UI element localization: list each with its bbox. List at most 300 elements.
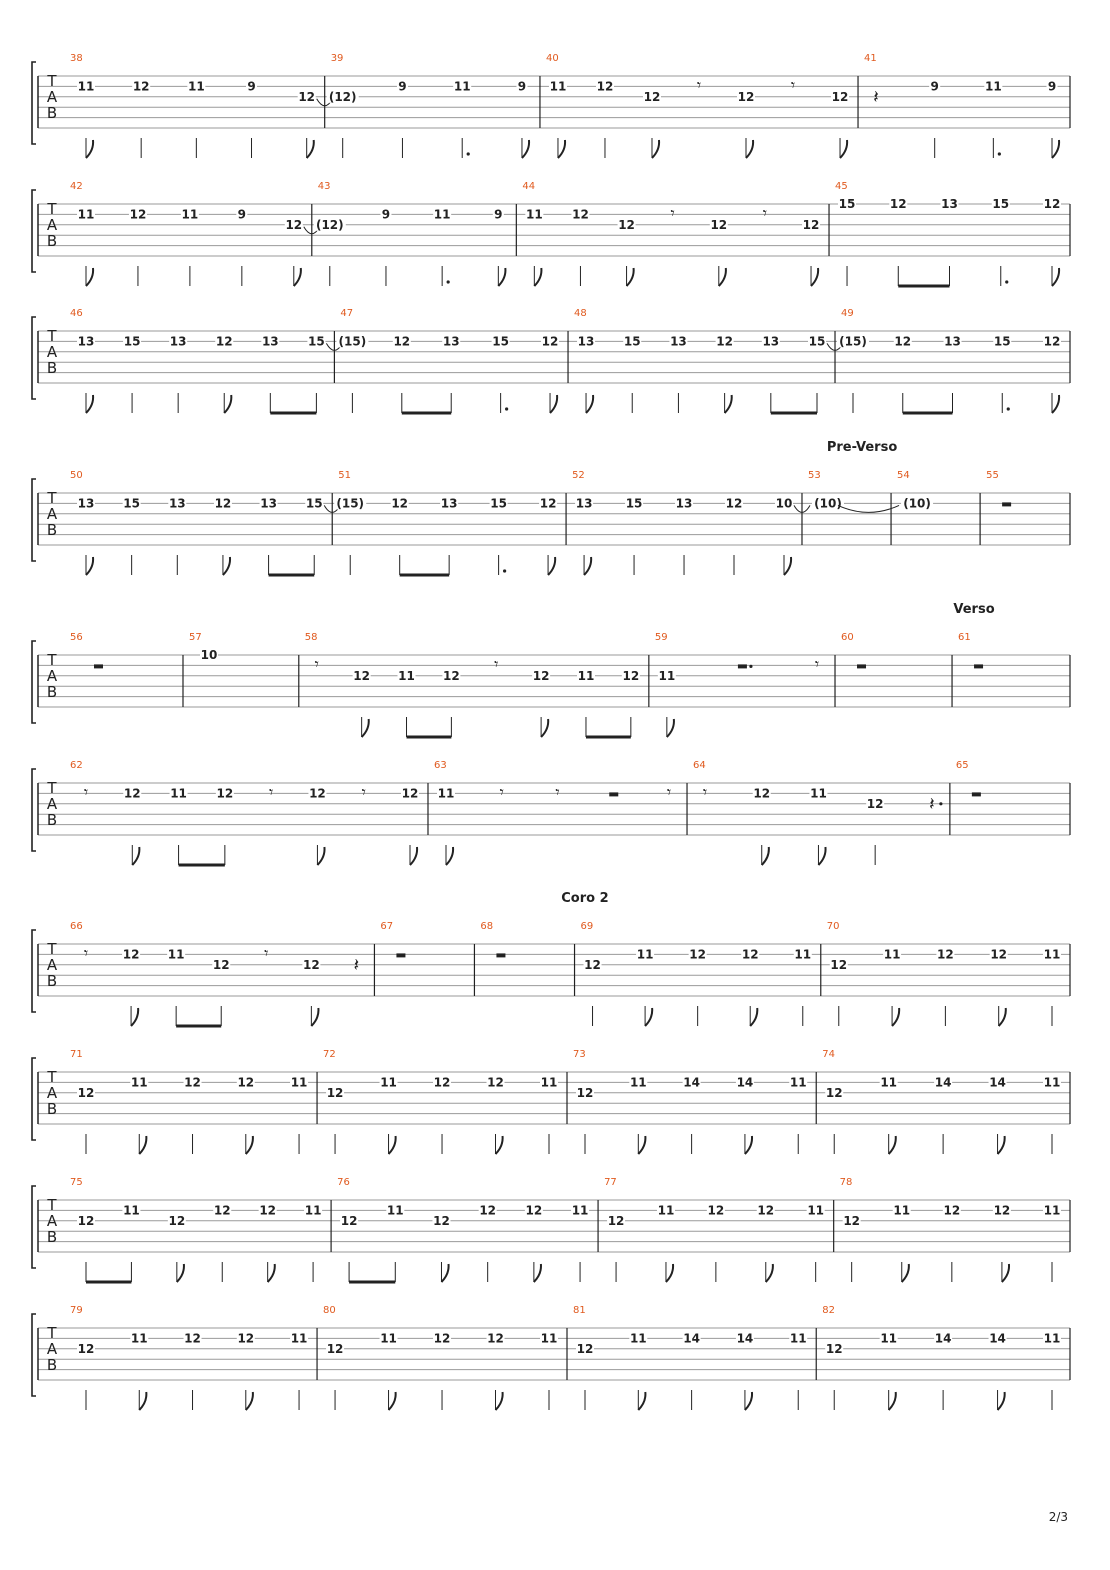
fret-number: 11 xyxy=(181,207,199,222)
fret-number: 11 xyxy=(525,207,543,222)
section-label: Coro 2 xyxy=(561,891,609,906)
tab-clef-letter: A xyxy=(46,88,58,106)
note-flag xyxy=(902,1264,909,1282)
note-flag xyxy=(667,719,674,737)
tab-clef-letter: A xyxy=(46,1340,58,1358)
measure-number: 44 xyxy=(522,181,536,192)
fret-number: 12 xyxy=(576,1341,594,1356)
fret-number: 11 xyxy=(77,207,95,222)
fret-number: 11 xyxy=(290,1075,308,1090)
measure-number: 38 xyxy=(70,53,83,64)
fret-number: 13 xyxy=(575,496,593,511)
fret-number: 11 xyxy=(810,786,827,801)
fret-number: 9 xyxy=(381,207,391,222)
fret-number: 11 xyxy=(880,1075,898,1090)
note-dot xyxy=(503,569,506,572)
note-flag xyxy=(746,140,753,158)
fret-number: 13 xyxy=(577,334,595,349)
fret-number: 11 xyxy=(437,786,455,801)
note-flag xyxy=(745,1136,752,1154)
fret-number: 12 xyxy=(184,1075,201,1090)
system-bracket xyxy=(32,641,36,723)
tab-clef-letter: B xyxy=(46,683,58,701)
fret-number: 12 xyxy=(618,217,635,232)
measure-number: 69 xyxy=(580,921,594,932)
fret-number: 11 xyxy=(789,1331,807,1346)
quarter-rest: 𝄽 xyxy=(873,86,879,108)
half-rest xyxy=(496,953,505,957)
fret-number: (15) xyxy=(839,334,867,349)
fret-number: 12 xyxy=(607,1213,625,1228)
fret-number: 13 xyxy=(261,334,279,349)
fret-number: 12 xyxy=(401,786,419,801)
fret-number: 12 xyxy=(539,496,557,511)
fret-number: 12 xyxy=(725,496,743,511)
fret-number: 14 xyxy=(934,1331,952,1346)
half-rest xyxy=(738,664,747,668)
fret-number: 12 xyxy=(943,1203,961,1218)
half-rest xyxy=(1002,502,1011,506)
measure-number: 70 xyxy=(826,921,840,932)
fret-number: 9 xyxy=(930,79,939,94)
tab-clef-letter: B xyxy=(46,811,58,829)
note-flag xyxy=(534,268,541,286)
fret-number: 11 xyxy=(130,1331,148,1346)
tab-clef-letter: A xyxy=(46,505,58,523)
note-flag xyxy=(998,1392,1005,1410)
fret-number: 9 xyxy=(398,79,407,94)
fret-number: 15 xyxy=(623,334,641,349)
quarter-rest: 𝄽 xyxy=(929,793,935,815)
fret-number: 12 xyxy=(757,1203,775,1218)
measure-number: 47 xyxy=(340,308,354,319)
note-flag xyxy=(638,1392,645,1410)
fret-number: 12 xyxy=(576,1085,594,1100)
fret-number: 13 xyxy=(944,334,961,349)
measure-number: 58 xyxy=(304,632,318,643)
fret-number: 12 xyxy=(825,1341,843,1356)
tab-clef-letter: T xyxy=(47,489,57,507)
eighth-rest: 𝄾 xyxy=(83,782,89,802)
note-flag xyxy=(558,140,565,158)
note-dot xyxy=(1005,280,1008,283)
fret-number: 11 xyxy=(571,1203,589,1218)
fret-number: 11 xyxy=(1043,1203,1061,1218)
note-flag xyxy=(719,268,726,286)
eighth-rest: 𝄾 xyxy=(269,782,274,802)
eighth-rest: 𝄾 xyxy=(790,75,796,95)
tie-arc xyxy=(838,505,899,512)
fret-number: 15 xyxy=(625,496,643,511)
fret-number: 12 xyxy=(433,1075,451,1090)
eighth-rest: 𝄾 xyxy=(361,782,366,802)
fret-number: 12 xyxy=(572,207,589,222)
fret-number: 12 xyxy=(937,947,954,962)
eighth-rest: 𝄾 xyxy=(314,654,319,674)
fret-number: 12 xyxy=(303,957,320,972)
fret-number: 12 xyxy=(259,1203,277,1218)
half-rest xyxy=(972,792,981,796)
fret-number: 12 xyxy=(584,957,601,972)
measure-number: 65 xyxy=(955,760,969,771)
rest-dot xyxy=(749,665,752,668)
note-dot xyxy=(1007,407,1010,410)
fret-number: 12 xyxy=(487,1331,504,1346)
measure-number: 48 xyxy=(574,308,587,319)
fret-number: 12 xyxy=(532,668,550,683)
note-flag xyxy=(666,1264,673,1282)
fret-number: 12 xyxy=(433,1213,450,1228)
tab-clef-letter: T xyxy=(47,72,57,90)
fret-number: 11 xyxy=(187,79,205,94)
measure-number: 54 xyxy=(897,470,910,481)
measure-number: 61 xyxy=(958,632,971,643)
fret-number: 12 xyxy=(326,1085,344,1100)
note-flag xyxy=(86,557,93,575)
measure-number: 53 xyxy=(807,470,821,481)
fret-number: 13 xyxy=(941,197,958,211)
fret-number: 12 xyxy=(753,786,771,801)
fret-number: 13 xyxy=(442,334,460,349)
measure-number: 76 xyxy=(337,1177,350,1188)
system-bracket xyxy=(32,190,36,272)
fret-number: 12 xyxy=(894,334,912,349)
tab-clef-letter: A xyxy=(46,1084,58,1102)
note-dot xyxy=(998,152,1001,155)
fret-number: 11 xyxy=(636,947,654,962)
measure-number: 66 xyxy=(70,921,83,932)
fret-number: 15 xyxy=(993,334,1011,349)
note-flag xyxy=(311,1008,318,1026)
half-rest xyxy=(396,953,405,957)
fret-number: 15 xyxy=(492,334,509,349)
measure-number: 42 xyxy=(70,181,83,192)
tab-clef-letter: T xyxy=(47,1068,57,1086)
fret-number: 11 xyxy=(629,1075,647,1090)
tab-clef-letter: B xyxy=(46,1356,58,1374)
eighth-rest: 𝄾 xyxy=(762,203,768,223)
fret-number: 12 xyxy=(309,786,326,801)
note-flag xyxy=(268,1264,275,1282)
tab-clef-letter: T xyxy=(47,940,57,958)
note-flag xyxy=(131,1008,138,1026)
fret-number: (10) xyxy=(814,496,842,511)
note-flag xyxy=(446,847,453,865)
note-flag xyxy=(307,140,314,158)
tab-clef-letter: T xyxy=(47,779,57,797)
fret-number: 12 xyxy=(525,1203,543,1218)
fret-number: 12 xyxy=(741,947,759,962)
measure-number: 62 xyxy=(70,760,83,771)
fret-number: 12 xyxy=(393,334,411,349)
note-flag xyxy=(645,1008,652,1026)
fret-number: 13 xyxy=(77,496,95,511)
note-flag xyxy=(766,1264,773,1282)
note-dot xyxy=(467,152,470,155)
fret-number: 15 xyxy=(308,334,325,349)
fret-number: 13 xyxy=(77,334,95,349)
note-flag xyxy=(294,268,301,286)
fret-number: 15 xyxy=(490,496,507,511)
fret-number: 12 xyxy=(825,1085,843,1100)
section-label: Pre-Verso xyxy=(826,440,898,455)
fret-number: 12 xyxy=(433,1331,451,1346)
note-flag xyxy=(1052,395,1059,413)
fret-number: 11 xyxy=(794,947,812,962)
fret-number: 13 xyxy=(169,334,187,349)
fret-number: 11 xyxy=(789,1075,807,1090)
tab-clef-letter: T xyxy=(47,1196,57,1214)
note-flag xyxy=(627,268,634,286)
fret-number: 12 xyxy=(213,1203,231,1218)
eighth-rest: 𝄾 xyxy=(666,782,672,802)
fret-number: 12 xyxy=(689,947,707,962)
fret-number: 15 xyxy=(992,197,1010,211)
note-flag xyxy=(441,1264,448,1282)
tab-clef-letter: B xyxy=(46,1228,58,1246)
tab-clef-letter: B xyxy=(46,232,58,250)
note-flag xyxy=(246,1392,253,1410)
fret-number: 14 xyxy=(683,1075,700,1090)
note-flag xyxy=(586,395,593,413)
fret-number: 13 xyxy=(670,334,687,349)
fret-number: 12 xyxy=(443,668,460,683)
note-flag xyxy=(750,1008,757,1026)
measure-number: 57 xyxy=(188,632,202,643)
eighth-rest: 𝄾 xyxy=(555,782,560,802)
measure-number: 55 xyxy=(986,470,999,481)
fret-number: 11 xyxy=(883,947,901,962)
fret-number: (15) xyxy=(336,496,365,511)
half-rest xyxy=(609,792,618,796)
note-flag xyxy=(224,395,231,413)
measure-number: 71 xyxy=(70,1049,83,1060)
fret-number: 11 xyxy=(380,1331,397,1346)
quarter-rest: 𝄽 xyxy=(353,954,360,976)
fret-number: 12 xyxy=(990,947,1008,962)
measure-number: 59 xyxy=(654,632,668,643)
measure-number: 45 xyxy=(835,181,848,192)
fret-number: 12 xyxy=(1043,334,1061,349)
fret-number: 10 xyxy=(775,496,793,511)
fret-number: 14 xyxy=(736,1075,754,1090)
fret-number: 12 xyxy=(237,1331,255,1346)
fret-number: 12 xyxy=(643,89,661,104)
note-flag xyxy=(246,1136,253,1154)
fret-number: 11 xyxy=(1043,1075,1061,1090)
section-label: Verso xyxy=(953,602,995,617)
fret-number: 14 xyxy=(934,1075,952,1090)
tab-clef-letter: A xyxy=(46,1212,58,1230)
fret-number: 11 xyxy=(433,207,451,222)
fret-number: 11 xyxy=(304,1203,322,1218)
fret-number: 12 xyxy=(737,89,755,104)
measure-number: 50 xyxy=(70,470,83,481)
fret-number: 11 xyxy=(629,1331,647,1346)
note-flag xyxy=(139,1136,146,1154)
fret-number: 12 xyxy=(596,79,614,94)
fret-number: 12 xyxy=(487,1075,504,1090)
note-flag xyxy=(139,1392,146,1410)
eighth-rest: 𝄾 xyxy=(670,203,675,223)
fret-number: 10 xyxy=(200,648,218,662)
fret-number: 9 xyxy=(1047,79,1057,94)
fret-number: 11 xyxy=(170,786,187,801)
fret-number: 12 xyxy=(541,334,559,349)
fret-number: 11 xyxy=(880,1331,898,1346)
eighth-rest: 𝄾 xyxy=(696,75,702,95)
fret-number: 12 xyxy=(830,957,848,972)
measure-number: 75 xyxy=(70,1177,83,1188)
note-flag xyxy=(550,395,557,413)
fret-number: 12 xyxy=(123,786,141,801)
tab-clef-letter: T xyxy=(47,1324,57,1342)
system-bracket xyxy=(32,1314,36,1396)
system-bracket xyxy=(32,1186,36,1268)
half-rest xyxy=(974,664,983,668)
note-flag xyxy=(317,847,324,865)
tab-clef-letter: B xyxy=(46,359,58,377)
note-flag xyxy=(496,1392,503,1410)
fret-number: 11 xyxy=(807,1203,825,1218)
fret-number: 11 xyxy=(77,79,95,94)
tab-clef-letter: A xyxy=(46,956,58,974)
fret-number: 11 xyxy=(386,1203,404,1218)
measure-number: 68 xyxy=(480,921,494,932)
fret-number: 12 xyxy=(1043,197,1061,211)
fret-number: 11 xyxy=(540,1075,558,1090)
fret-number: (12) xyxy=(315,217,344,232)
note-flag xyxy=(86,268,93,286)
eighth-rest: 𝄾 xyxy=(814,654,820,674)
tab-clef-letter: A xyxy=(46,795,58,813)
fret-number: 11 xyxy=(577,668,595,683)
fret-number: 12 xyxy=(391,496,409,511)
tab-clef-letter: B xyxy=(46,104,58,122)
fret-number: 11 xyxy=(453,79,471,94)
eighth-rest: 𝄾 xyxy=(264,943,269,963)
note-flag xyxy=(1002,1264,1009,1282)
fret-number: 12 xyxy=(129,207,147,222)
fret-number: 14 xyxy=(989,1331,1006,1346)
fret-number: 12 xyxy=(77,1213,95,1228)
note-flag xyxy=(1052,268,1059,286)
eighth-rest: 𝄾 xyxy=(83,943,89,963)
note-flag xyxy=(548,557,555,575)
note-dot xyxy=(447,280,450,283)
fret-number: 15 xyxy=(838,197,856,211)
note-flag xyxy=(584,557,591,575)
note-flag xyxy=(811,268,818,286)
measure-number: 40 xyxy=(545,53,559,64)
tab-clef-letter: B xyxy=(46,1100,58,1118)
note-flag xyxy=(725,395,732,413)
measure-number: 73 xyxy=(573,1049,586,1060)
note-flag xyxy=(223,557,230,575)
note-dot xyxy=(505,407,508,410)
fret-number: 11 xyxy=(984,79,1002,94)
note-flag xyxy=(818,847,825,865)
note-flag xyxy=(86,395,93,413)
fret-number: 12 xyxy=(340,1213,358,1228)
fret-number: (15) xyxy=(338,334,367,349)
fret-number: 11 xyxy=(893,1203,911,1218)
system-bracket xyxy=(32,317,36,399)
fret-number: 12 xyxy=(889,197,907,211)
measure-number: 46 xyxy=(70,308,83,319)
note-flag xyxy=(745,1392,752,1410)
system-bracket xyxy=(32,1058,36,1140)
fret-number: 12 xyxy=(993,1203,1011,1218)
note-flag xyxy=(410,847,417,865)
fret-number: 12 xyxy=(710,217,728,232)
fret-number: 12 xyxy=(237,1075,255,1090)
half-rest xyxy=(94,664,103,668)
measure-number: 67 xyxy=(380,921,394,932)
measure-number: 52 xyxy=(572,470,585,481)
fret-number: 13 xyxy=(168,496,186,511)
eighth-rest: 𝄾 xyxy=(494,654,499,674)
fret-number: 12 xyxy=(184,1331,201,1346)
fret-number: 11 xyxy=(1043,1331,1061,1346)
fret-number: 13 xyxy=(675,496,693,511)
note-flag xyxy=(840,140,847,158)
note-flag xyxy=(889,1392,896,1410)
fret-number: 12 xyxy=(132,79,150,94)
measure-number: 39 xyxy=(330,53,344,64)
measure-number: 51 xyxy=(338,470,351,481)
note-flag xyxy=(177,1264,184,1282)
note-flag xyxy=(541,719,548,737)
tab-clef-letter: T xyxy=(47,200,57,218)
note-flag xyxy=(522,140,529,158)
measure-number: 41 xyxy=(864,53,877,64)
note-flag xyxy=(762,847,769,865)
fret-number: 11 xyxy=(657,1203,675,1218)
fret-number: 12 xyxy=(707,1203,725,1218)
measure-number: 43 xyxy=(317,181,331,192)
measure-number: 60 xyxy=(841,632,854,643)
fret-number: 13 xyxy=(440,496,458,511)
fret-number: 12 xyxy=(212,957,230,972)
fret-number: 12 xyxy=(122,947,140,962)
measure-number: 81 xyxy=(573,1305,586,1316)
fret-number: 12 xyxy=(831,89,849,104)
note-flag xyxy=(999,1008,1006,1026)
measure-number: 82 xyxy=(822,1305,835,1316)
tab-clef-letter: B xyxy=(46,972,58,990)
note-flag xyxy=(652,140,659,158)
tab-clef-letter: T xyxy=(47,327,57,345)
fret-number: 11 xyxy=(658,668,676,683)
fret-number: 12 xyxy=(215,334,233,349)
rest-dot xyxy=(939,802,942,805)
fret-number: 12 xyxy=(353,668,371,683)
fret-number: 15 xyxy=(808,334,826,349)
fret-number: 9 xyxy=(247,79,256,94)
fret-number: 11 xyxy=(290,1331,308,1346)
fret-number: (10) xyxy=(903,496,931,511)
measure-number: 78 xyxy=(839,1177,853,1188)
measure-number: 63 xyxy=(433,760,447,771)
fret-number: 12 xyxy=(326,1341,344,1356)
note-flag xyxy=(86,140,93,158)
fret-number: 13 xyxy=(260,496,277,511)
fret-number: 12 xyxy=(77,1085,95,1100)
fret-number: 14 xyxy=(989,1075,1006,1090)
fret-number: 14 xyxy=(736,1331,754,1346)
tab-clef-letter: A xyxy=(46,216,58,234)
